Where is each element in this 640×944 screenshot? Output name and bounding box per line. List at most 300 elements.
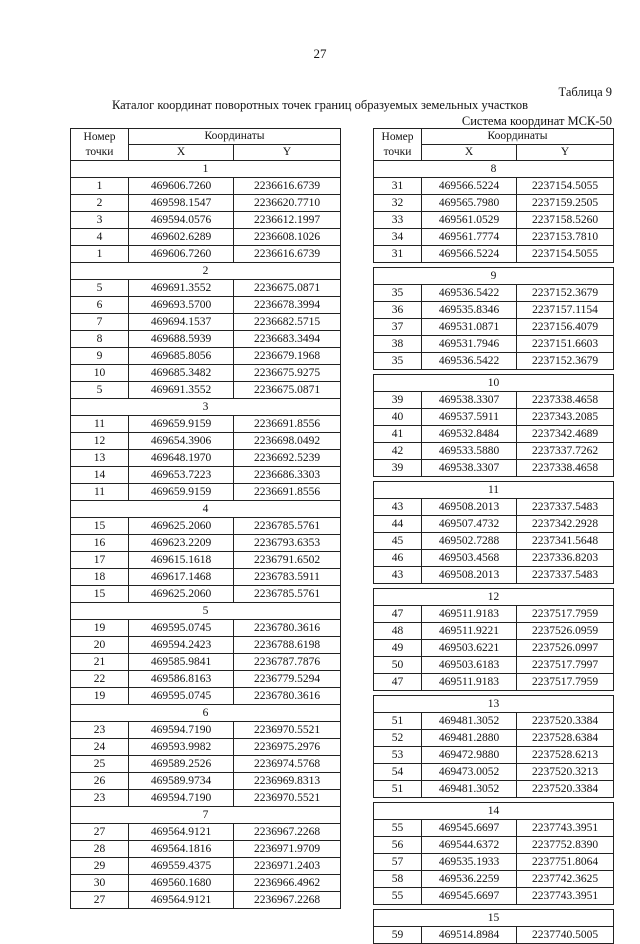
point-number-cell: 9 xyxy=(71,348,129,365)
table-row xyxy=(374,837,614,854)
x-coordinate-cell: 469594.0576 xyxy=(129,212,234,229)
x-coordinate-cell: 469502.7288 xyxy=(422,533,517,550)
x-coordinate-cell: 469561.7774 xyxy=(422,229,517,246)
point-number-cell: 15 xyxy=(71,518,129,535)
point-number-cell: 40 xyxy=(374,409,422,426)
x-coordinate-cell: 469659.9159 xyxy=(129,484,234,501)
point-number-cell: 23 xyxy=(71,722,129,739)
point-number-cell: 39 xyxy=(374,460,422,477)
y-coordinate-cell: 2237152.3679 xyxy=(517,285,614,302)
point-number-cell: 44 xyxy=(374,516,422,533)
point-number-cell: 34 xyxy=(374,229,422,246)
point-number-cell: 24 xyxy=(71,739,129,756)
table-row xyxy=(374,516,614,533)
x-header: X xyxy=(129,145,234,161)
x-coordinate-cell: 469535.8346 xyxy=(422,302,517,319)
point-number-cell: 57 xyxy=(374,854,422,871)
coordinates-header: Координаты xyxy=(129,129,341,145)
table-row xyxy=(71,195,341,212)
point-number-cell: 8 xyxy=(71,331,129,348)
point-number-cell: 42 xyxy=(374,443,422,460)
x-coordinate-cell: 469564.9121 xyxy=(129,892,234,909)
x-coordinate-cell: 469560.1680 xyxy=(129,875,234,892)
x-coordinate-cell: 469589.2526 xyxy=(129,756,234,773)
y-coordinate-cell: 2237751.8064 xyxy=(517,854,614,871)
table-row xyxy=(71,569,341,586)
y-coordinate-cell: 2237517.7997 xyxy=(517,657,614,674)
point-number-cell: 31 xyxy=(374,178,422,195)
point-number-cell: 1 xyxy=(71,178,129,195)
point-number-cell: 49 xyxy=(374,640,422,657)
coordinates-table-left xyxy=(70,128,341,909)
point-number-header: Номер точки xyxy=(374,129,422,161)
table-row xyxy=(71,875,341,892)
table-row xyxy=(71,382,341,399)
point-number-cell: 15 xyxy=(71,586,129,603)
y-coordinate-cell: 2236793.6353 xyxy=(234,535,341,552)
point-number-cell: 36 xyxy=(374,302,422,319)
y-coordinate-cell: 2237528.6213 xyxy=(517,747,614,764)
table-row xyxy=(374,212,614,229)
y-coordinate-cell: 2236691.8556 xyxy=(234,484,341,501)
point-number-cell: 29 xyxy=(71,858,129,875)
x-coordinate-cell: 469481.3052 xyxy=(422,781,517,798)
y-coordinate-cell: 2237743.3951 xyxy=(517,820,614,837)
x-coordinate-cell: 469533.5880 xyxy=(422,443,517,460)
point-number-cell: 38 xyxy=(374,336,422,353)
point-number-cell: 50 xyxy=(374,657,422,674)
point-number-cell: 5 xyxy=(71,280,129,297)
table-row xyxy=(71,280,341,297)
group-row xyxy=(71,399,341,416)
point-number-cell: 1 xyxy=(71,246,129,263)
table-row xyxy=(71,348,341,365)
y-coordinate-cell: 2237743.3951 xyxy=(517,888,614,905)
table-row xyxy=(71,858,341,875)
point-number-cell: 56 xyxy=(374,837,422,854)
point-number-cell: 39 xyxy=(374,392,422,409)
table-row xyxy=(71,756,341,773)
table-row xyxy=(374,657,614,674)
y-coordinate-cell: 2236679.1968 xyxy=(234,348,341,365)
y-coordinate-cell: 2236785.5761 xyxy=(234,586,341,603)
coordinates-table-right-body xyxy=(374,161,614,944)
x-coordinate-cell: 469544.6372 xyxy=(422,837,517,854)
point-number-cell: 51 xyxy=(374,713,422,730)
y-coordinate-cell: 2236692.5239 xyxy=(234,450,341,467)
y-coordinate-cell: 2237520.3384 xyxy=(517,781,614,798)
y-coordinate-cell: 2236675.0871 xyxy=(234,382,341,399)
point-number-cell: 51 xyxy=(374,781,422,798)
group-row xyxy=(374,161,614,178)
y-header: Y xyxy=(234,145,341,161)
x-coordinate-cell: 469561.0529 xyxy=(422,212,517,229)
x-coordinate-cell: 469532.8484 xyxy=(422,426,517,443)
table-row xyxy=(71,416,341,433)
x-coordinate-cell: 469595.0745 xyxy=(129,688,234,705)
group-row xyxy=(71,807,341,824)
table-row xyxy=(374,623,614,640)
table-row xyxy=(71,178,341,195)
y-coordinate-cell: 2236967.2268 xyxy=(234,824,341,841)
y-coordinate-cell: 2237159.2505 xyxy=(517,195,614,212)
y-coordinate-cell: 2237342.4689 xyxy=(517,426,614,443)
point-number-cell: 30 xyxy=(71,875,129,892)
table-row xyxy=(71,484,341,501)
x-coordinate-cell: 469602.6289 xyxy=(129,229,234,246)
table-row xyxy=(374,533,614,550)
table-row xyxy=(374,747,614,764)
point-number-header: Номер точки xyxy=(71,129,129,161)
x-coordinate-cell: 469688.5939 xyxy=(129,331,234,348)
table-row xyxy=(71,314,341,331)
table-row xyxy=(374,319,614,336)
coordinates-header: Координаты xyxy=(422,129,614,145)
y-coordinate-cell: 2237154.5055 xyxy=(517,246,614,263)
group-label: 6 xyxy=(71,705,341,722)
y-coordinate-cell: 2237343.2085 xyxy=(517,409,614,426)
x-coordinate-cell: 469593.9982 xyxy=(129,739,234,756)
point-number-cell: 5 xyxy=(71,382,129,399)
x-coordinate-cell: 469564.9121 xyxy=(129,824,234,841)
point-number-cell: 46 xyxy=(374,550,422,567)
table-row xyxy=(71,637,341,654)
point-number-cell: 41 xyxy=(374,426,422,443)
y-coordinate-cell: 2236682.5715 xyxy=(234,314,341,331)
x-coordinate-cell: 469623.2209 xyxy=(129,535,234,552)
y-coordinate-cell: 2237151.6603 xyxy=(517,336,614,353)
x-coordinate-cell: 469536.5422 xyxy=(422,285,517,302)
x-coordinate-cell: 469691.3552 xyxy=(129,280,234,297)
y-coordinate-cell: 2236975.2976 xyxy=(234,739,341,756)
group-row xyxy=(71,161,341,178)
y-coordinate-cell: 2237338.4658 xyxy=(517,460,614,477)
x-coordinate-cell: 469691.3552 xyxy=(129,382,234,399)
group-label: 1 xyxy=(71,161,341,178)
y-coordinate-cell: 2236780.3616 xyxy=(234,688,341,705)
coordinates-table-left-body xyxy=(71,161,341,909)
group-label: 14 xyxy=(374,803,614,820)
x-coordinate-cell: 469606.7260 xyxy=(129,178,234,195)
table-row xyxy=(71,688,341,705)
table-row xyxy=(374,302,614,319)
y-coordinate-cell: 2236620.7710 xyxy=(234,195,341,212)
x-coordinate-cell: 469537.5911 xyxy=(422,409,517,426)
x-coordinate-cell: 469615.1618 xyxy=(129,552,234,569)
x-header: X xyxy=(422,145,517,161)
y-coordinate-cell: 2237337.5483 xyxy=(517,499,614,516)
x-coordinate-cell: 469659.9159 xyxy=(129,416,234,433)
y-coordinate-cell: 2237526.0997 xyxy=(517,640,614,657)
point-number-cell: 35 xyxy=(374,353,422,370)
y-coordinate-cell: 2236967.2268 xyxy=(234,892,341,909)
table-row xyxy=(71,739,341,756)
group-label: 4 xyxy=(71,501,341,518)
point-number-cell: 13 xyxy=(71,450,129,467)
table-caption: Каталог координат поворотных точек границ образуемых земельных участков xyxy=(111,98,529,112)
x-coordinate-cell: 469625.2060 xyxy=(129,586,234,603)
y-coordinate-cell: 2237158.5260 xyxy=(517,212,614,229)
y-coordinate-cell: 2237336.8203 xyxy=(517,550,614,567)
y-coordinate-cell: 2237526.0959 xyxy=(517,623,614,640)
x-coordinate-cell: 469472.9880 xyxy=(422,747,517,764)
table-row xyxy=(71,297,341,314)
y-coordinate-cell: 2237153.7810 xyxy=(517,229,614,246)
table-row xyxy=(71,246,341,263)
point-number-cell: 20 xyxy=(71,637,129,654)
table-row xyxy=(374,927,614,944)
group-label: 2 xyxy=(71,263,341,280)
y-coordinate-cell: 2237341.5648 xyxy=(517,533,614,550)
group-row xyxy=(374,482,614,499)
point-number-cell: 17 xyxy=(71,552,129,569)
point-number-cell: 53 xyxy=(374,747,422,764)
point-number-cell: 10 xyxy=(71,365,129,382)
point-number-cell: 37 xyxy=(374,319,422,336)
group-label: 8 xyxy=(374,161,614,178)
x-coordinate-cell: 469694.1537 xyxy=(129,314,234,331)
x-coordinate-cell: 469606.7260 xyxy=(129,246,234,263)
x-coordinate-cell: 469564.1816 xyxy=(129,841,234,858)
table-row xyxy=(374,854,614,871)
y-coordinate-cell: 2236616.6739 xyxy=(234,246,341,263)
table-row xyxy=(374,606,614,623)
x-coordinate-cell: 469545.6697 xyxy=(422,820,517,837)
table-row xyxy=(71,450,341,467)
point-number-cell: 12 xyxy=(71,433,129,450)
x-coordinate-cell: 469535.1933 xyxy=(422,854,517,871)
y-coordinate-cell: 2236780.3616 xyxy=(234,620,341,637)
x-coordinate-cell: 469511.9183 xyxy=(422,674,517,691)
y-coordinate-cell: 2237752.8390 xyxy=(517,837,614,854)
table-row xyxy=(374,246,614,263)
x-coordinate-cell: 469585.9841 xyxy=(129,654,234,671)
point-number-cell: 47 xyxy=(374,606,422,623)
group-row xyxy=(374,268,614,285)
table-row xyxy=(71,433,341,450)
y-coordinate-cell: 2236783.5911 xyxy=(234,569,341,586)
x-coordinate-cell: 469473.0052 xyxy=(422,764,517,781)
y-coordinate-cell: 2237337.5483 xyxy=(517,567,614,584)
y-coordinate-cell: 2236788.6198 xyxy=(234,637,341,654)
y-coordinate-cell: 2236683.3494 xyxy=(234,331,341,348)
point-number-cell: 26 xyxy=(71,773,129,790)
point-number-cell: 45 xyxy=(374,533,422,550)
y-coordinate-cell: 2237156.4079 xyxy=(517,319,614,336)
group-label: 7 xyxy=(71,807,341,824)
table-row xyxy=(71,212,341,229)
point-number-cell: 22 xyxy=(71,671,129,688)
table-label: Таблица 9 xyxy=(558,85,612,99)
y-coordinate-cell: 2236785.5761 xyxy=(234,518,341,535)
table-row xyxy=(374,674,614,691)
table-row xyxy=(374,820,614,837)
x-coordinate-cell: 469536.5422 xyxy=(422,353,517,370)
x-coordinate-cell: 469514.8984 xyxy=(422,927,517,944)
y-coordinate-cell: 2236608.1026 xyxy=(234,229,341,246)
point-number-cell: 28 xyxy=(71,841,129,858)
x-coordinate-cell: 469653.7223 xyxy=(129,467,234,484)
table-row xyxy=(374,336,614,353)
group-label: 12 xyxy=(374,589,614,606)
point-number-cell: 23 xyxy=(71,790,129,807)
y-coordinate-cell: 2236675.0871 xyxy=(234,280,341,297)
table-row xyxy=(374,409,614,426)
table-row xyxy=(71,535,341,552)
group-row xyxy=(374,910,614,927)
table-row xyxy=(71,790,341,807)
x-coordinate-cell: 469507.4732 xyxy=(422,516,517,533)
point-number-cell: 58 xyxy=(374,871,422,888)
coordinates-table-right xyxy=(373,128,614,944)
y-coordinate-cell: 2236971.9709 xyxy=(234,841,341,858)
x-coordinate-cell: 469508.2013 xyxy=(422,499,517,516)
x-coordinate-cell: 469654.3906 xyxy=(129,433,234,450)
y-coordinate-cell: 2237152.3679 xyxy=(517,353,614,370)
y-coordinate-cell: 2237740.5005 xyxy=(517,927,614,944)
point-number-cell: 43 xyxy=(374,567,422,584)
x-coordinate-cell: 469594.2423 xyxy=(129,637,234,654)
x-coordinate-cell: 469538.3307 xyxy=(422,460,517,477)
table-row xyxy=(374,229,614,246)
x-coordinate-cell: 469625.2060 xyxy=(129,518,234,535)
point-number-cell: 14 xyxy=(71,467,129,484)
group-label: 15 xyxy=(374,910,614,927)
table-row xyxy=(71,365,341,382)
point-number-cell: 27 xyxy=(71,824,129,841)
table-row xyxy=(374,499,614,516)
x-coordinate-cell: 469545.6697 xyxy=(422,888,517,905)
x-coordinate-cell: 469508.2013 xyxy=(422,567,517,584)
x-coordinate-cell: 469531.0871 xyxy=(422,319,517,336)
point-number-cell: 11 xyxy=(71,484,129,501)
table-row xyxy=(71,467,341,484)
table-row xyxy=(374,426,614,443)
y-coordinate-cell: 2236966.4962 xyxy=(234,875,341,892)
point-number-cell: 52 xyxy=(374,730,422,747)
point-number-cell: 55 xyxy=(374,888,422,905)
group-row xyxy=(71,263,341,280)
group-row xyxy=(374,803,614,820)
y-coordinate-cell: 2236971.2403 xyxy=(234,858,341,875)
table-row xyxy=(374,353,614,370)
table-row xyxy=(374,285,614,302)
x-coordinate-cell: 469594.7190 xyxy=(129,790,234,807)
point-number-cell: 19 xyxy=(71,620,129,637)
y-coordinate-cell: 2237520.3213 xyxy=(517,764,614,781)
table-row xyxy=(71,671,341,688)
y-coordinate-cell: 2236698.0492 xyxy=(234,433,341,450)
point-number-cell: 19 xyxy=(71,688,129,705)
point-number-cell: 18 xyxy=(71,569,129,586)
table-row xyxy=(374,460,614,477)
point-number-cell: 47 xyxy=(374,674,422,691)
y-coordinate-cell: 2236691.8556 xyxy=(234,416,341,433)
table-row xyxy=(374,443,614,460)
x-coordinate-cell: 469685.3482 xyxy=(129,365,234,382)
x-coordinate-cell: 469595.0745 xyxy=(129,620,234,637)
x-coordinate-cell: 469594.7190 xyxy=(129,722,234,739)
table-row xyxy=(71,892,341,909)
point-number-cell: 31 xyxy=(374,246,422,263)
x-coordinate-cell: 469617.1468 xyxy=(129,569,234,586)
coordinate-system-label: Система координат МСК-50 xyxy=(461,114,612,128)
y-coordinate-cell: 2237157.1154 xyxy=(517,302,614,319)
x-coordinate-cell: 469503.6183 xyxy=(422,657,517,674)
x-coordinate-cell: 469565.7980 xyxy=(422,195,517,212)
y-coordinate-cell: 2237154.5055 xyxy=(517,178,614,195)
table-row xyxy=(374,871,614,888)
y-coordinate-cell: 2236970.5521 xyxy=(234,790,341,807)
x-coordinate-cell: 469531.7946 xyxy=(422,336,517,353)
point-number-cell: 7 xyxy=(71,314,129,331)
point-number-cell: 25 xyxy=(71,756,129,773)
point-number-cell: 11 xyxy=(71,416,129,433)
table-row xyxy=(374,195,614,212)
group-row xyxy=(71,705,341,722)
group-row xyxy=(71,501,341,518)
x-coordinate-cell: 469598.1547 xyxy=(129,195,234,212)
y-coordinate-cell: 2237338.4658 xyxy=(517,392,614,409)
table-row xyxy=(71,331,341,348)
point-number-cell: 32 xyxy=(374,195,422,212)
table-row xyxy=(71,620,341,637)
y-coordinate-cell: 2236787.7876 xyxy=(234,654,341,671)
point-number-cell: 35 xyxy=(374,285,422,302)
table-row xyxy=(374,730,614,747)
y-coordinate-cell: 2236612.1997 xyxy=(234,212,341,229)
x-coordinate-cell: 469481.3052 xyxy=(422,713,517,730)
x-coordinate-cell: 469589.9734 xyxy=(129,773,234,790)
x-coordinate-cell: 469559.4375 xyxy=(129,858,234,875)
x-coordinate-cell: 469481.2880 xyxy=(422,730,517,747)
y-coordinate-cell: 2236675.9275 xyxy=(234,365,341,382)
table-row xyxy=(71,552,341,569)
point-number-cell: 48 xyxy=(374,623,422,640)
table-row xyxy=(71,518,341,535)
x-coordinate-cell: 469511.9183 xyxy=(422,606,517,623)
x-coordinate-cell: 469685.8056 xyxy=(129,348,234,365)
y-coordinate-cell: 2236686.3303 xyxy=(234,467,341,484)
x-coordinate-cell: 469586.8163 xyxy=(129,671,234,688)
x-coordinate-cell: 469693.5700 xyxy=(129,297,234,314)
point-number-cell: 21 xyxy=(71,654,129,671)
y-header: Y xyxy=(517,145,614,161)
point-number-cell: 2 xyxy=(71,195,129,212)
table-row xyxy=(374,888,614,905)
group-label: 9 xyxy=(374,268,614,285)
table-row xyxy=(374,550,614,567)
x-coordinate-cell: 469566.5224 xyxy=(422,246,517,263)
x-coordinate-cell: 469503.4568 xyxy=(422,550,517,567)
table-row xyxy=(374,781,614,798)
group-label: 10 xyxy=(374,375,614,392)
point-number-cell: 59 xyxy=(374,927,422,944)
group-label: 13 xyxy=(374,696,614,713)
point-number-cell: 6 xyxy=(71,297,129,314)
table-row xyxy=(374,178,614,195)
y-coordinate-cell: 2236969.8313 xyxy=(234,773,341,790)
table-row xyxy=(374,764,614,781)
x-coordinate-cell: 469648.1970 xyxy=(129,450,234,467)
table-row xyxy=(71,229,341,246)
table-row xyxy=(374,713,614,730)
y-coordinate-cell: 2236616.6739 xyxy=(234,178,341,195)
x-coordinate-cell: 469536.2259 xyxy=(422,871,517,888)
table-row xyxy=(71,773,341,790)
point-number-cell: 16 xyxy=(71,535,129,552)
y-coordinate-cell: 2237742.3625 xyxy=(517,871,614,888)
